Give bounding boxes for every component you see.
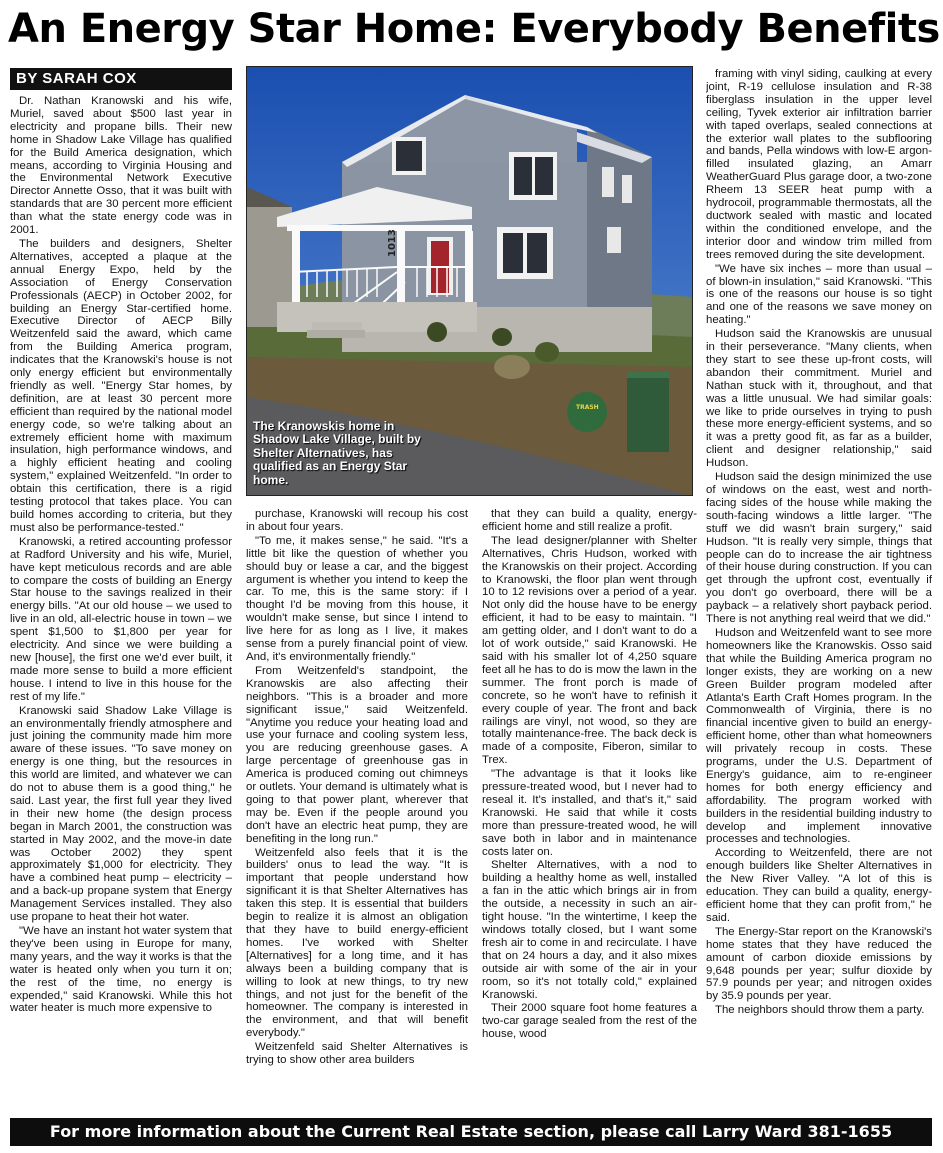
house-number: 1013 xyxy=(387,229,398,257)
paragraph: Hudson said the Kranowskis are unusual in their perseverance. "Many clients, when they start to see these up-front costs, will abandon their commitment. Muriel and Nathan stuck with it, throughout, and that was a little unusual. We had similar goals: we like to pride ourselves in trying to push these more energy-efficient systems, and so it was a pretty good fit, as far as a builder, client and designer relationship," said Hudson. xyxy=(706,328,932,470)
paragraph: The lead designer/planner with Shelter Alternatives, Chris Hudson, worked with the Kranowskis on their project. According to Kranowski, the floor plan went through 10 to 12 revisions over a period of a year. Not only did the house have to be energy efficient, it had to be easy to maintain. "I am getting older, and I don't want to do a lot of work outside," said Kranowski. He said with his smaller lot of 4,250 square feet all he has to do is mow the lawn in the summer. The front porch is made of concrete, so he won't have to refinish it every couple of year. The front and back railings are vinyl, not wood, so they are totally maintenance-free. The back deck is made of a composite, Fiberon, similar to Trex. xyxy=(482,534,697,767)
paragraph: "We have six inches – more than usual – of blown-in insulation," said Kranowski. "This is one of the reasons our house is so tight and one of the reasons we save money on heating." xyxy=(706,262,932,327)
paragraph: Hudson and Weitzenfeld want to see more homeowners like the Kranowskis. Osso said that while the Building America program no longer exists, they are working on a new Green Builder program modeled after Atlanta's Earth Craft Homes program. In the Commonwealth of Virginia, there is no financial incentive given to build an energy-efficient home, other than what homeowners will privately recoup in costs. These programs, under the U.S. Department of Energy's guidance, aim to re-engineer homes for both energy efficiency and affordability. The program worked with builders in the residential building industry to develop and implement innovative processes and technologies. xyxy=(706,626,932,846)
paragraph: Their 2000 square foot home features a two-car garage sealed from the rest of the house, wood xyxy=(482,1002,697,1041)
paragraph: From Weitzenfeld's standpoint, the Kranowskis are also affecting their neighbors. "This is a broader and more significant issue," said Weitzenfeld. "Anytime you reduce your heating load and use your furnace and cooling system less, you are reducing greenhouse gases. A large percentage of greenhouse gas in America is produced coming out chimneys or outlets. Your demand is ultimately what is going to that power plant, wherever that may be. Even if the people around you don't have an electric heat pump, they are benefiting in the long run." xyxy=(246,664,468,845)
paragraph: Weitzenfeld said Shelter Alternatives is trying to show other area builders xyxy=(246,1041,468,1067)
paragraph: The builders and designers, Shelter Alternatives, accepted a plaque at the annual Energy Expo, held by the Association of Energy Conservation Professionals (AECP) in October 2002, for building an Energy Star-certified home. Executive Director of AECP Billy Weitzenfeld said the award, which came from the Building America program, indicates that the Kranowski's house is not only energy efficient but environmentally friendly as well. "Energy Star homes, by definition, are at least 30 percent more efficient than required by the national model energy code, so we're talking about an extremely efficient home with maximum insulation, high performance windows, and a highly efficient heating and cooling system," explained Weitzenfeld. "In order to obtain this certification, there is a rigid testing protocol that takes place. You can build homes according to criteria, but they must also be performance-tested." xyxy=(10,237,232,534)
trash-bin-label: TRASH xyxy=(576,404,599,411)
paragraph: Shelter Alternatives, with a nod to building a healthy home as well, installed a fan in the attic which brings air in from the outside, a necessity in such an air-tight house. "In the wintertime, I keep the windows totally closed, but I want some fresh air to come in and recirculate. I have that on 24 hours a day, and it also mixes outside air with some of the air in your room, so it's not totally cold," explained Kranowski. xyxy=(482,859,697,1001)
paragraph: Dr. Nathan Kranowski and his wife, Muriel, saved about $500 last year in electricity and propane bills. Their new home in Shadow Lake Village has qualified for the Build America designation, which means, according to Virginia Housing and the Environmental Network Executive Director Annette Osso, that it was built with standards that are 30 percent more efficient than what the state energy code was in 2001. xyxy=(10,95,232,237)
paragraph: Kranowski said Shadow Lake Village is an environmentally friendly atmosphere and just joining the community made him more aware of these issues. "To save money on energy is one thing, but the resources in this world are limited, and whatever we can do not to abuse them is a good thing," he said. Last year, the first full year they lived in their new home (the design process began in March 2001, the construction was started in May 2002, and the move-in date was October 2002) they spent approximately $1,000 for electricity. They have a combined heat pump – electricity – and a back-up propane system that Energy Management Services installed. They also use propane to heat their hot water. xyxy=(10,704,232,924)
paragraph: framing with vinyl siding, caulking at every joint, R-19 cellulose insulation and R-38 fiberglass insulation in the upper level ceiling, Tyvek exterior air infiltration barrier with taped overlaps, sealed connections at the exterior wall plates to the subflooring and bands, Pella windows with low-E argon-filled insulated glazing, an Amarr WeatherGuard Plus garage door, a two-zone Rheem 13 SEER heat pump with a hydrocoil, programmable thermostats, all the ductwork sealed with mastic and located within the conditioned envelope, and the interior door and window trim milled from trees removed during the site development. xyxy=(706,68,932,261)
article-column-4 xyxy=(706,68,932,1115)
paragraph: Hudson said the design minimized the use of windows on the east, west and north-facing sides of the house while making the south-facing windows a little larger. "The stuff we did wasn't brain surgery," said Hudson. "It is really very simple, things that people can do to increase the air tightness of their house during construction. If you can get through the upfront cost, eventually if you don't go overboard, there will be a payback – a relatively short payback period. There is not anything real weird that we did." xyxy=(706,471,932,626)
paragraph: The neighbors should throw them a party. xyxy=(715,1004,925,1017)
paragraph: Weitzenfeld also feels that it is the builders' onus to lead the way. "It is important that people understand how significant it is that Shelter Alternatives has taken this step. It is essential that builders begin to realize it is almost an obligation that they have to build energy-efficient homes. I've worked with Shelter [Alternatives] for a long time, and it has always been a building company that is willing to look at new things, to try new things, and not just for the benefit of the homeowner. The company is interested in the environment, and that will benefit everybody." xyxy=(246,846,468,1040)
photo-caption: The Kranowskis home in Shadow Lake Village, built by Shelter Alternatives, has qualified as an Energy Star home. xyxy=(253,418,421,487)
paragraph: "The advantage is that it looks like pressure-treated wood, but I never had to reseal it. It's installed, and that's it," said Kranowski. He said that while it costs more than pressure-treated wood, he will save both in labor and in maintenance costs later on. xyxy=(482,768,697,858)
footer-banner: For more information about the Current Real Estate section, please call Larry Ward 381-1655 xyxy=(10,1118,932,1146)
paragraph: "We have an instant hot water system that they've been using in Europe for many, many years, and the way it works is that the water is heated only when you turn it on; the rest of the time, no energy is expended," said Kranowski. While this hot water heater is much more expensive to xyxy=(10,925,232,1015)
paragraph: Kranowski, a retired accounting professor at Radford University and his wife, Muriel, have kept meticulous records and are able to compare the costs of building an Energy Star house to the savings realized in their energy bills. "At our old house – we used to live in an old, all-electric house in town – we spent $1,500 to $1,800 per year for electricity. And since we were building a new [house], the first one we'd ever built, it made more sense to build a more efficient house. I intend to live in this house for the rest of my life." xyxy=(10,535,232,703)
article-column-2 xyxy=(246,508,468,1115)
paragraph: According to Weitzenfeld, there are not enough builders like Shelter Alternatives in the New River Valley. "A lot of this is education. They can build a quality, energy-efficient home that they can profit from," he said. xyxy=(706,847,932,924)
byline: BY SARAH COX xyxy=(10,68,232,90)
paragraph: The Energy-Star report on the Kranowski's home states that they have reduced the amount of carbon dioxide emissions by 9,648 pounds per year; sulfur dioxide by 57.9 pounds per year; and nitrogen oxides by 35.9 pounds per year. xyxy=(706,925,932,1003)
article-column-1 xyxy=(10,95,232,1115)
article-column-3 xyxy=(482,508,697,1115)
paragraph: that they can build a quality, energy-efficient home and still realize a profit. xyxy=(482,508,697,533)
paragraph: purchase, Kranowski will recoup his cost in about four years. xyxy=(246,508,468,533)
paragraph: "To me, it makes sense," he said. "It's a little bit like the question of whether you should buy or lease a car, and the biggest argument is whether you intend to keep the car. To me, this is the same story: if I thought I'd be moving from this house, it wouldn't make sense, but since I intend to live here for as long as I live, it makes sense from a purely financial point of view. And, it's environmentally friendly." xyxy=(246,534,468,663)
headline: An Energy Star Home: Everybody Benefits xyxy=(8,6,940,52)
house-photo xyxy=(246,66,693,496)
